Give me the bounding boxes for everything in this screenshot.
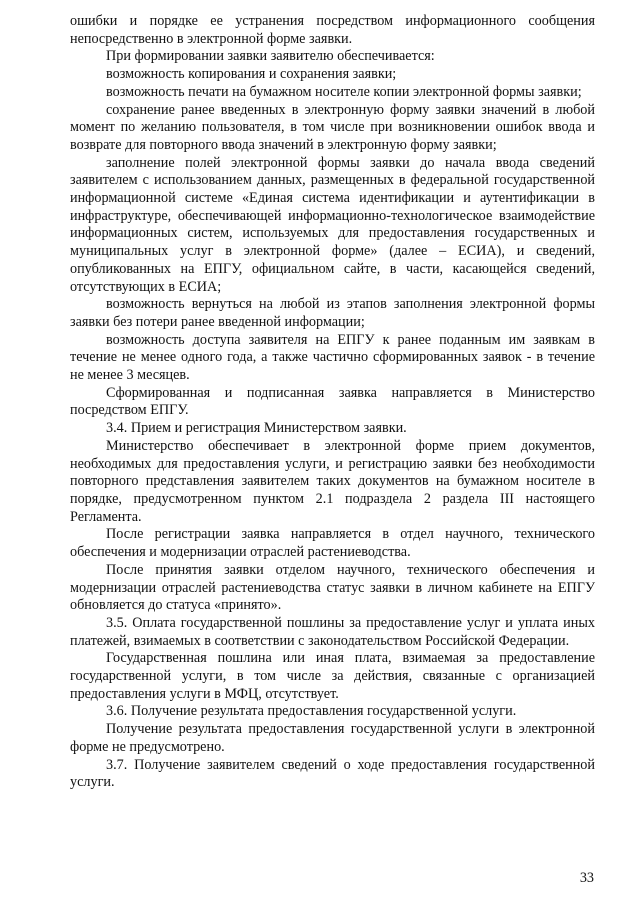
paragraph-7: возможность вернуться на любой из этапов заполнения электронной формы заявки без потери ранее введенной информации; (70, 296, 595, 330)
paragraph-5: сохранение ранее введенных в электронную форму заявки значений в любой момент по желанию пользователя, в том числе при возникновении ошибок ввода и возврате для повторного ввода значений в электронную форму заявки; (70, 101, 595, 153)
paragraph-2: При формировании заявки заявителю обеспечивается: (106, 48, 435, 65)
paragraph-9: Сформированная и подписанная заявка направляется в Министерство посредством ЕПГУ. (70, 384, 595, 419)
paragraph-3: возможность копирования и сохранения заявки; (106, 66, 397, 83)
paragraph-11: Министерство обеспечивает в электронной форме прием документов, необходимых для предоставления услуги, и регистрацию заявки без необходимости повторного представления заявителем таких документов на бумажном носителе в порядке, предусмотренном пунктом 2.1 подраздела 2 раздела III настоящего Регламента. (70, 437, 595, 525)
paragraph-6: заполнение полей электронной формы заявки до начала ввода сведений заявителем с использованием данных, размещенных в федеральной государственной информационной системе «Единая система идентификации и аутентификации в инфраструктуре, обеспечивающей информационно-технологическое взаимодействие информационных систем, используемых для предоставления государственных и муниципальных услуг в электронной форме» (далее – ЕСИА), и сведений, опубликованных на ЕПГУ, официальном сайте, в части, касающейся сведений, отсутствующих в ЕСИА; (70, 154, 595, 295)
paragraph-4: возможность печати на бумажном носителе копии электронной формы заявки; (106, 83, 582, 100)
section-heading-3-5: 3.5. Оплата государственной пошлины за предоставление услуг и уплата иных платежей, взимаемых в соответствии с законодательством Российской Федерации. (70, 614, 595, 649)
paragraph-8: возможность доступа заявителя на ЕПГУ к ранее поданным им заявкам в течение не менее одного года, а также частично сформированных заявок - в течение не менее 3 месяцев. (70, 331, 595, 384)
paragraph-17: Получение результата предоставления государственной услуги в электронной форме не предусмотрено. (70, 721, 595, 755)
page-body (70, 13, 595, 792)
page-number: 33 (579, 870, 594, 886)
paragraph-1: ошибки и порядке ее устранения посредством информационного сообщения непосредственно в электронной форме заявки. (70, 13, 595, 47)
paragraph-15: Государственная пошлина или иная плата, взимаемая за предоставление государственной услуги, в том числе за действия, связанные с организацией предоставления услуги в МФЦ, отсутствует. (70, 650, 595, 702)
section-heading-3-6: 3.6. Получение результата предоставления государственной услуги. (106, 703, 517, 720)
section-heading-3-7: 3.7. Получение заявителем сведений о ходе предоставления государственной услуги. (70, 756, 595, 791)
section-heading-3-4: 3.4. Прием и регистрация Министерством заявки. (106, 420, 407, 437)
paragraph-12: После регистрации заявка направляется в отдел научного, технического обеспечения и модернизации отраслей растениеводства. (70, 526, 595, 561)
paragraph-13: После принятия заявки отделом научного, технического обеспечения и модернизации отраслей растениеводства статус заявки в личном кабинете на ЕПГУ обновляется до статуса «принято». (70, 561, 595, 614)
